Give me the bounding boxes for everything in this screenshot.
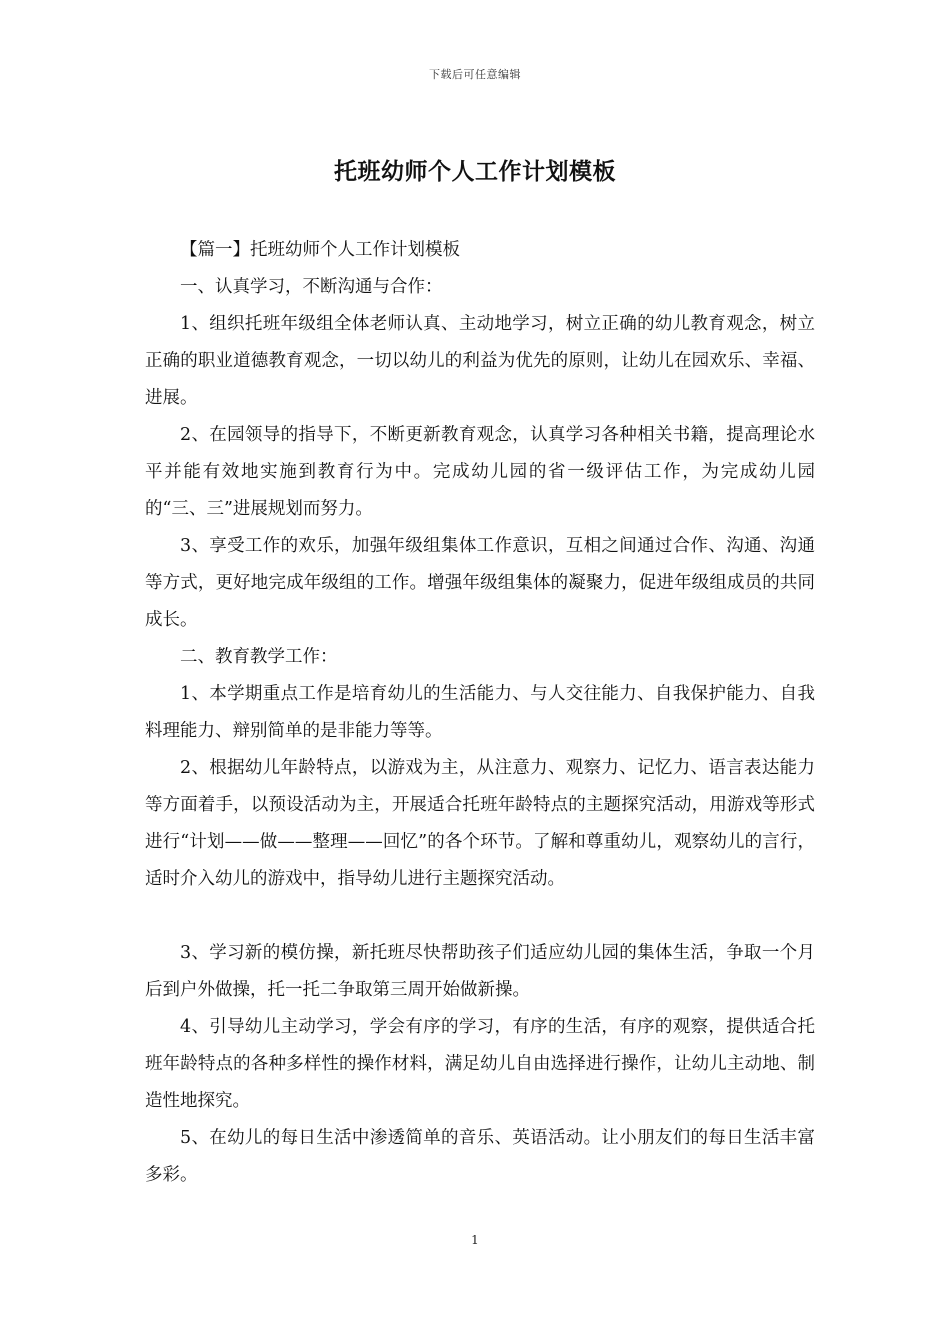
paragraph-study-3: 3、享受工作的欢乐，加强年级组集体工作意识，互相之间通过合作、沟通、沟通等方式，更好地完成年级组的工作。增强年级组集体的凝聚力，促进年级组成员的共同成长。	[145, 536, 815, 630]
document-title: 托班幼师个人工作计划模板	[334, 158, 616, 185]
paragraph-teaching-5: 5、在幼儿的每日生活中渗透简单的音乐、英语活动。让小朋友们的每日生活丰富多彩。	[145, 1128, 815, 1185]
section-heading-teaching: 二、教育教学工作：	[180, 647, 338, 667]
section-heading-study: 一、认真学习，不断沟通与合作：	[180, 277, 443, 297]
section-heading-part-one: 【篇一】托班幼师个人工作计划模板	[180, 240, 460, 260]
paragraph-teaching-3: 3、学习新的模仿操，新托班尽快帮助孩子们适应幼儿园的集体生活，争取一个月后到户外做操，托一托二争取第三周开始做新操。	[145, 943, 815, 1000]
paragraph-teaching-1: 1、本学期重点工作是培育幼儿的生活能力、与人交往能力、自我保护能力、自我料理能力、辩别简单的是非能力等等。	[145, 684, 815, 741]
paragraph-study-1: 1、组织托班年级组全体老师认真、主动地学习，树立正确的幼儿教育观念，树立正确的职业道德教育观念，一切以幼儿的利益为优先的原则，让幼儿在园欢乐、幸福、进展。	[145, 314, 815, 408]
paragraph-teaching-2: 2、根据幼儿年龄特点，以游戏为主，从注意力、观察力、记忆力、语言表达能力等方面着手，以预设活动为主，开展适合托班年龄特点的主题探究活动，用游戏等形式进行“计划——做——整理——回忆”的各个环节。了解和尊重幼儿，观察幼儿的言行，适时介入幼儿的游戏中，指导幼儿进行主题探究活动。	[145, 758, 815, 889]
paragraph-teaching-4: 4、引导幼儿主动学习，学会有序的学习，有序的生活，有序的观察，提供适合托班年龄特点的各种多样性的操作材料，满足幼儿自由选择进行操作，让幼儿主动地、制造性地探究。	[145, 1017, 815, 1111]
document-body	[145, 232, 815, 1194]
header-note: 下载后可任意编辑	[429, 68, 521, 81]
paragraph-study-2: 2、在园领导的指导下，不断更新教育观念，认真学习各种相关书籍，提高理论水平并能有效地实施到教育行为中。完成幼儿园的省一级评估工作，为完成幼儿园的“三、三”进展规划而努力。	[145, 425, 815, 519]
page-number: 1	[471, 1233, 479, 1247]
